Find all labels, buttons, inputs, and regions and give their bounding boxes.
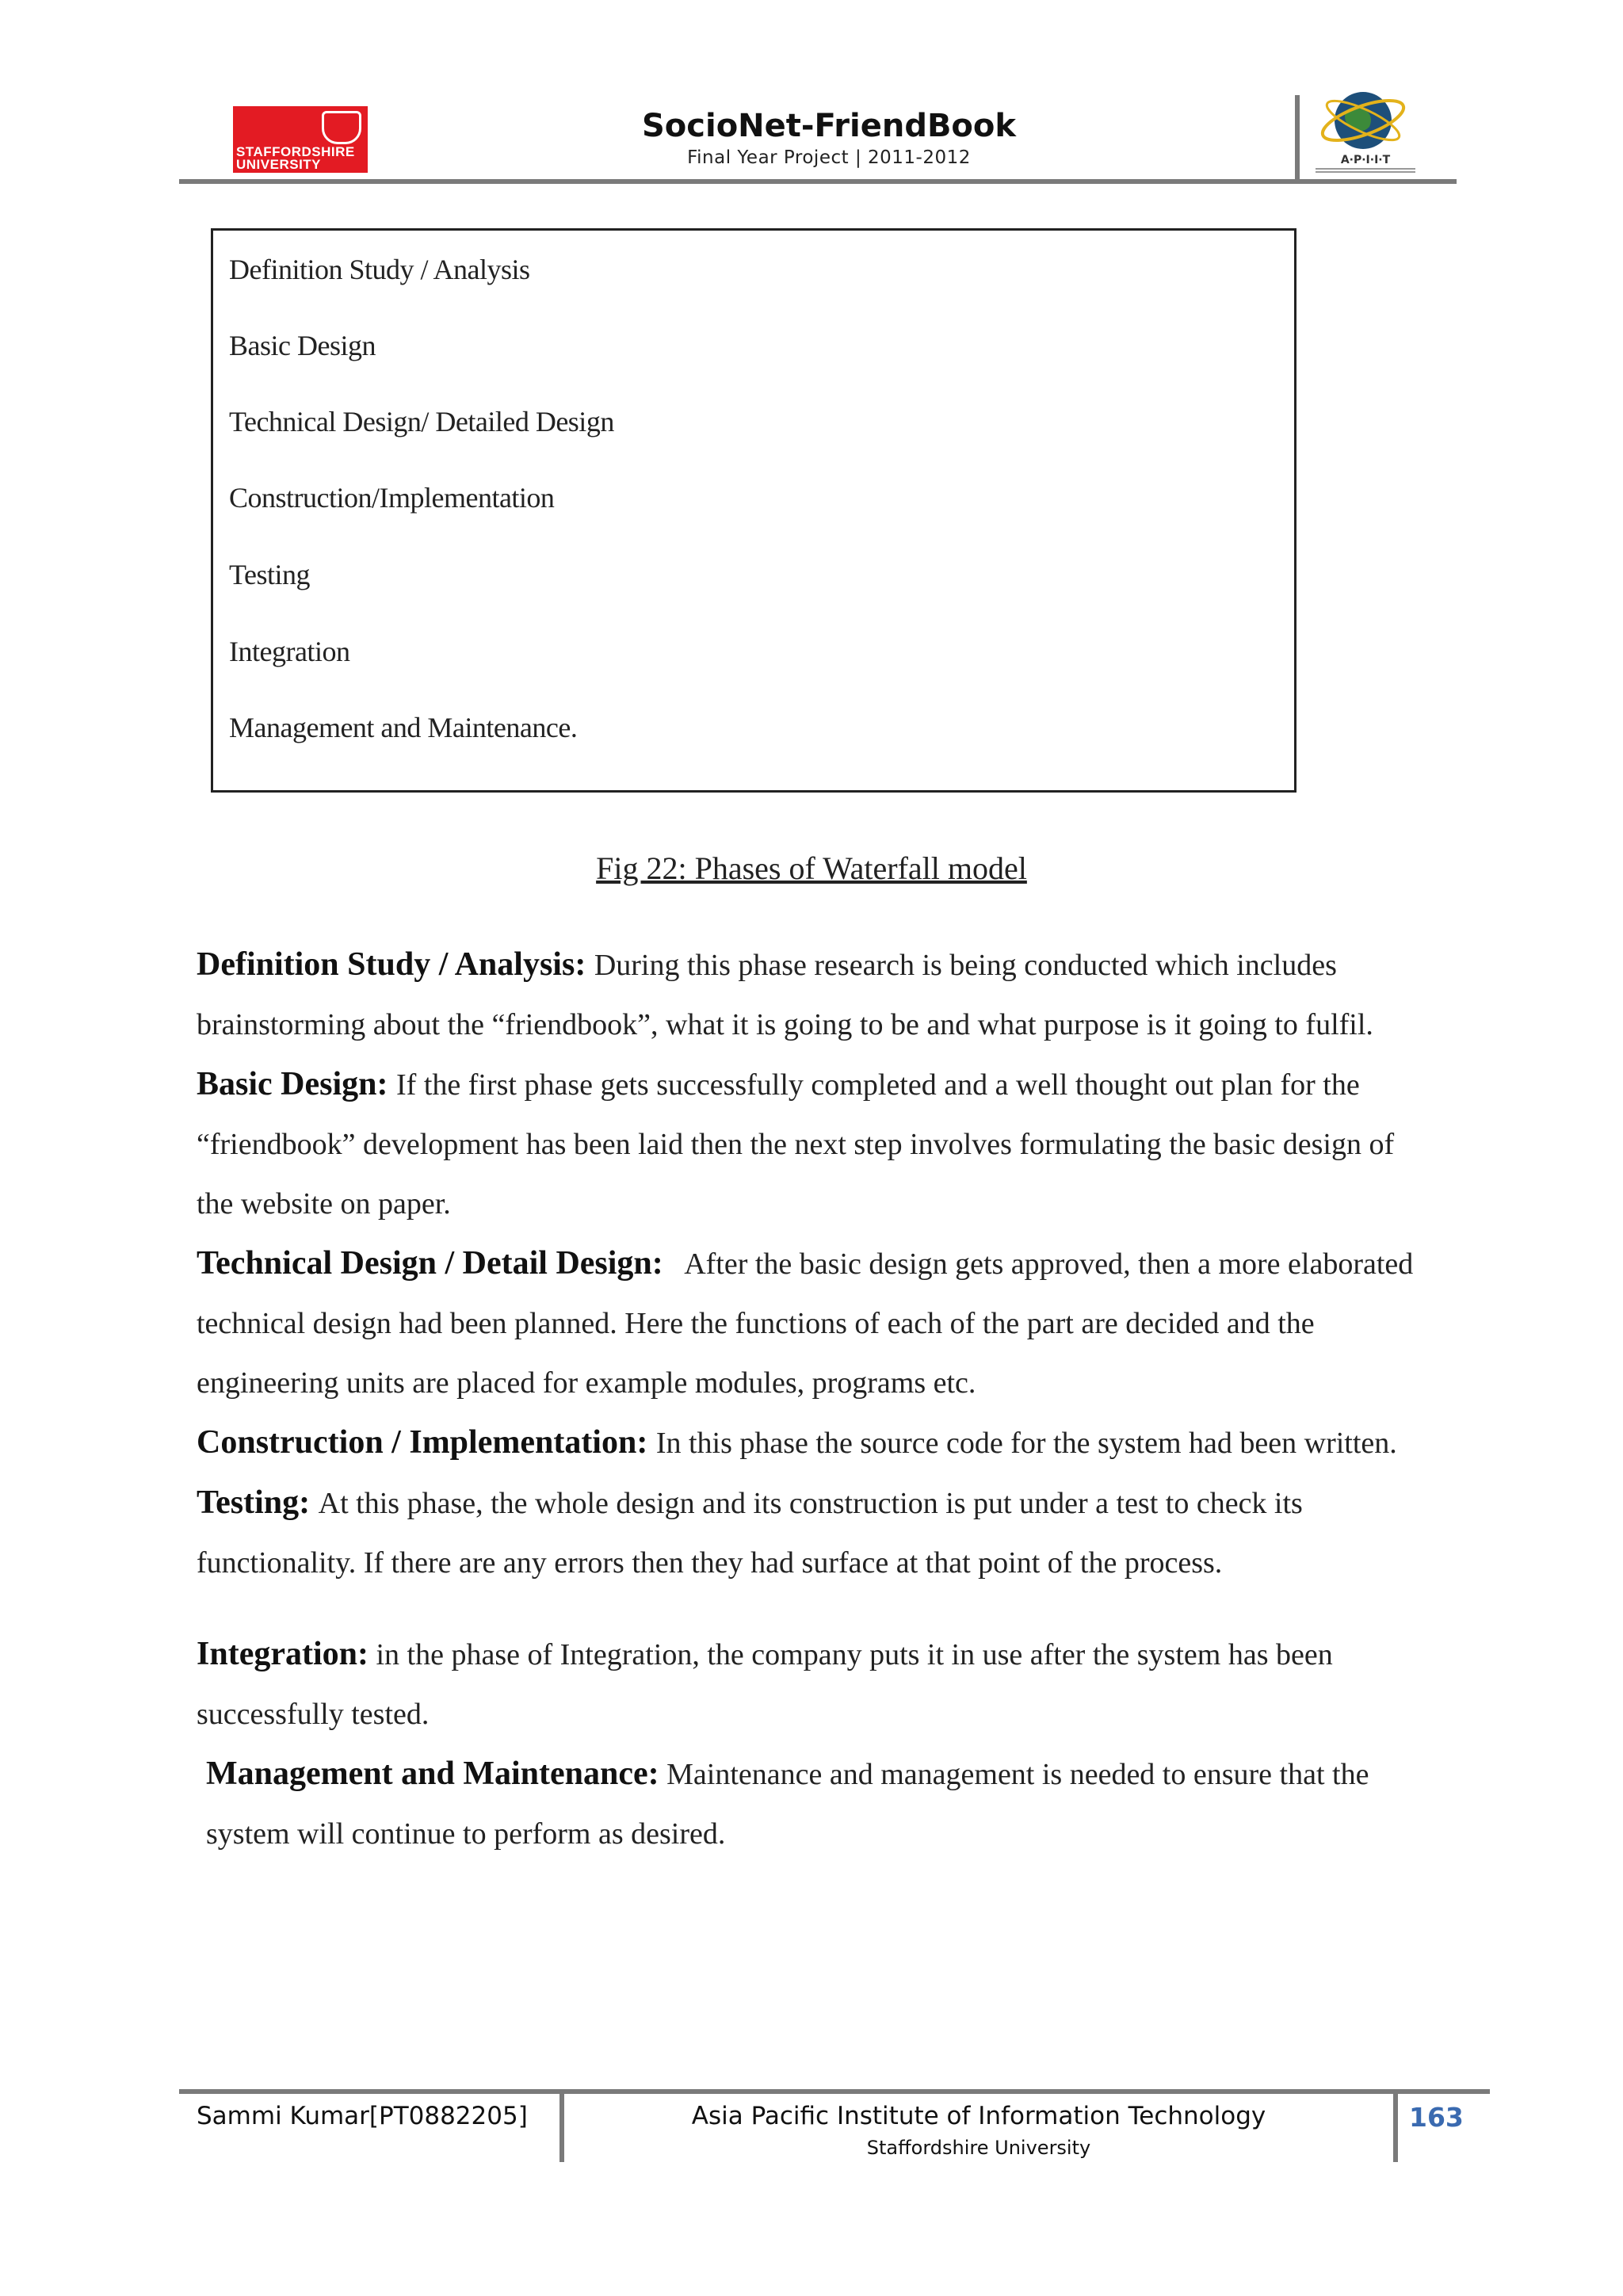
page-footer [179, 2089, 1490, 2160]
section-text: Maintenance and management is needed to ensure that the system will continue to perform as desired. [206, 1758, 1369, 1851]
figure-caption: Fig 22: Phases of Waterfall model [596, 850, 1027, 886]
footer-rule [179, 2089, 1490, 2094]
section-paragraph: Definition Study / Analysis: During this phase research is being conducted which includes brainstorming about the “friendbook”, what it is going to be and what purpose is it going to fulfil. [197, 946, 1373, 1041]
section-paragraph [197, 1234, 1433, 1413]
section-text: At this phase, the whole design and its construction is put under a test to check its functionality. If there are any errors then they had surface at that point of the process. [197, 1487, 1303, 1580]
phase-item: Technical Design/ Detailed Design [229, 406, 614, 437]
section-paragraph [197, 1625, 1433, 1744]
section-term: Testing [197, 1484, 300, 1521]
staffordshire-university-logo [233, 106, 368, 173]
footer-institute: Asia Pacific Institute of Information Technology [691, 2102, 1266, 2130]
document-subtitle: Final Year Project | 2011-2012 [687, 147, 971, 168]
section-term: Management and Maintenance: [206, 1755, 659, 1792]
section-term: Integration: [197, 1636, 369, 1672]
document-title: SocioNet-FriendBook [641, 108, 1016, 144]
header-rule [179, 179, 1457, 184]
section-term: Construction / Implementation [197, 1424, 637, 1461]
header-divider [1295, 95, 1300, 182]
logo-text-line2: UNIVERSITY [236, 157, 322, 172]
section-paragraph [197, 1744, 1433, 1864]
page-header [179, 79, 1457, 184]
phase-item: Integration [229, 636, 350, 667]
section-text: in the phase of Integration, the company puts it in use after the system has been successfully tested. [197, 1638, 1333, 1731]
section-term: Basic Design [197, 1066, 377, 1102]
footer-university: Staffordshire University [866, 2137, 1091, 2159]
phase-item: Testing [229, 559, 310, 590]
section-text: After the basic design gets approved, then a more elaborated technical design had been planned. Here the functions of each of the part are decided and the engineering units are placed for example modules, programs etc. [197, 1247, 1414, 1400]
section-paragraph: Testing: At this phase, the whole design and its construction is put under a test to check its functionality. If there are any errors then they had surface at that point of the process. [197, 1484, 1303, 1580]
apiit-logo-text: A·P·I·I·T [1340, 154, 1391, 166]
page-number: 163 [1409, 2102, 1464, 2133]
section-text: In this phase the source code for the system had been written. [655, 1427, 1397, 1460]
section-paragraph: Construction / Implementation: In this phase the source code for the system had been written. [197, 1424, 1397, 1461]
section-text: If the first phase gets successfully completed and a well thought out plan for the “friendbook” development has been laid then the next step involves formulating the basic design of the website on paper. [197, 1068, 1395, 1221]
section-text: During this phase research is being conducted which includes brainstorming about the “friendbook”, what it is going to be and what purpose is it going to fulfil. [197, 949, 1373, 1041]
footer-divider [1393, 2089, 1398, 2162]
phase-item: Basic Design [229, 330, 376, 361]
waterfall-phases-figure [211, 228, 1296, 793]
crest-icon [322, 111, 361, 144]
section-term: Definition Study / Analysis [197, 946, 575, 983]
body-content [197, 935, 1433, 1864]
footer-author: Sammi Kumar[PT0882205] [197, 2102, 528, 2130]
apiit-logo [1306, 79, 1425, 179]
phase-item: Management and Maintenance. [229, 712, 578, 743]
phase-item: Definition Study / Analysis [229, 254, 530, 285]
section-term: Technical Design / Detail Design: [197, 1245, 663, 1282]
logo-text-line1: STAFFORDSHIRE [236, 144, 355, 159]
section-paragraph: Basic Design: If the first phase gets successfully completed and a well thought out plan for the “friendbook” development has been laid then the next step involves formulating the basic design of the website on paper. [197, 1066, 1395, 1221]
phase-item: Construction/Implementation [229, 482, 555, 514]
globe-icon [1306, 79, 1425, 179]
